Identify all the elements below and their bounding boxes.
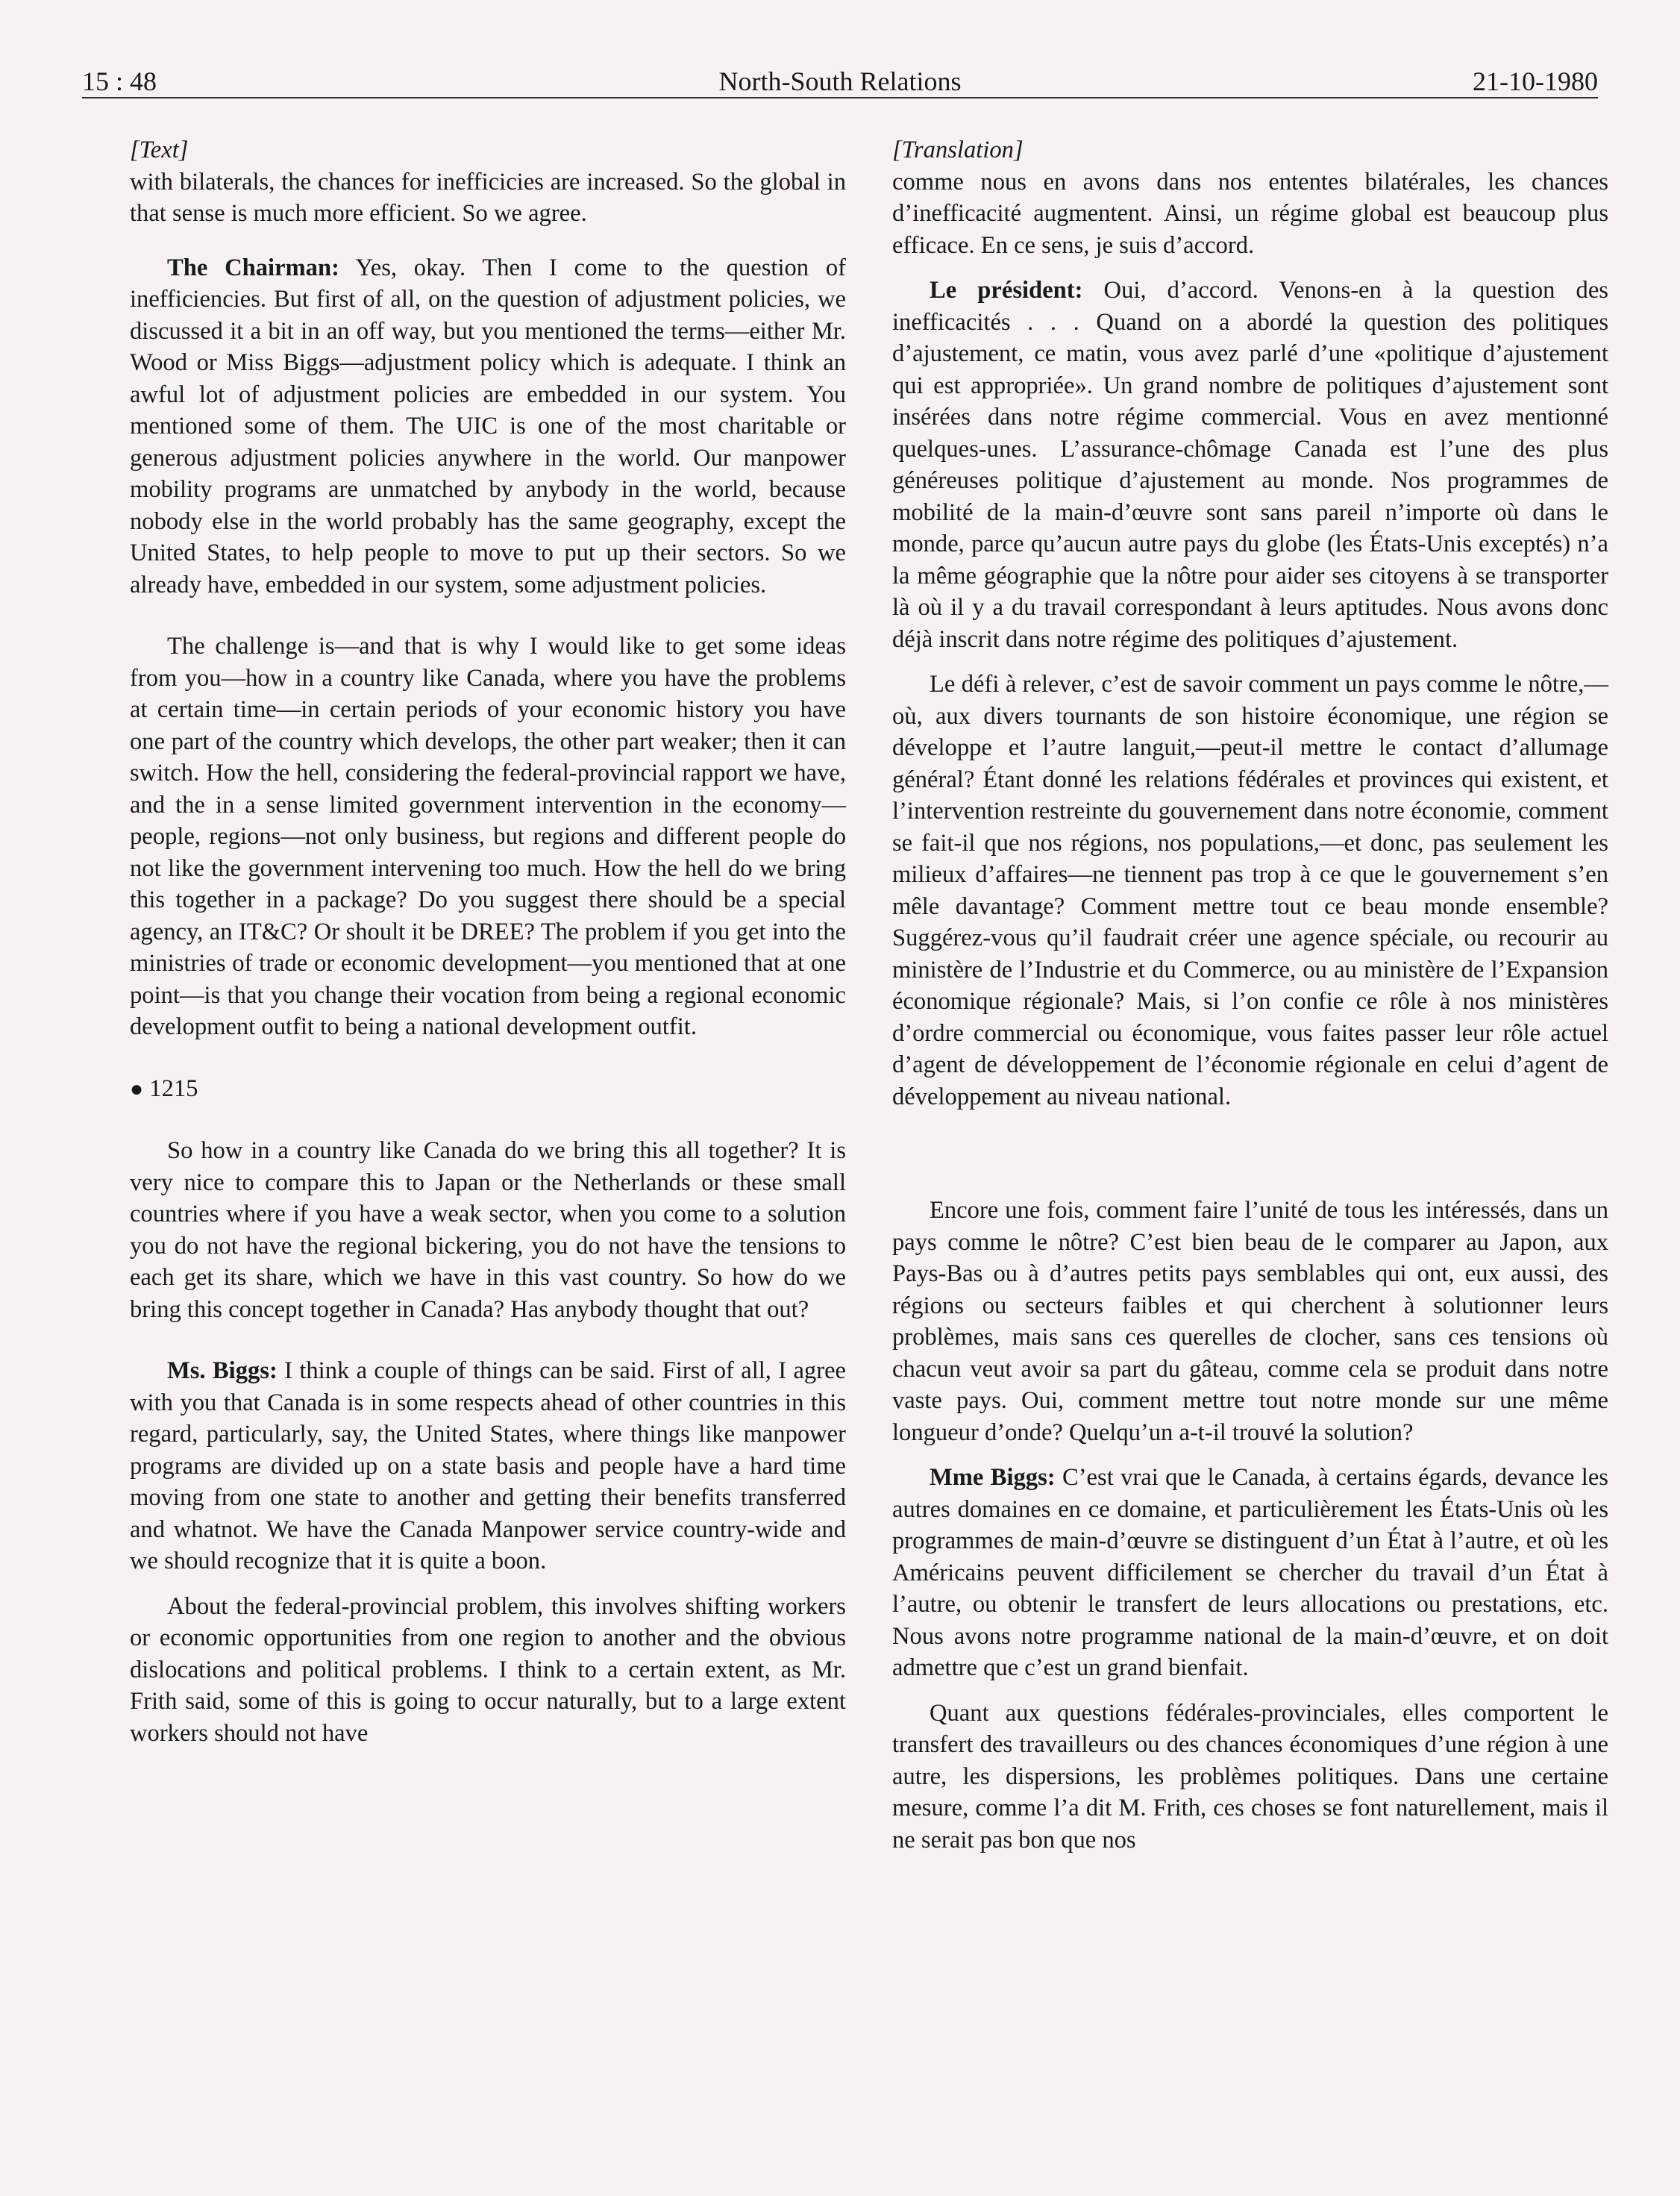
speaker-name: Mme Biggs: [930, 1464, 1056, 1491]
speech-text: I think a couple of things can be said. First of all, I agree with you that Canada is in some respects ahead of other countries in this regard, particularly, say, the United States, where things like manpower programs are divided up on a state basis and people have a hard time moving from one state to another and getting their benefits transferred and whatnot. We have the Canada Manpower service country-wide and we should recognize that it is quite a boon. [130, 1357, 846, 1574]
running-title: North-South Relations [718, 66, 962, 96]
bullet-icon: ● [130, 1076, 144, 1101]
paragraph: So how in a country like Canada do we bring this all together? It is very nice to compare this to Japan or the Netherlands or these small countries where if you have a weak sector, when you come to a solution you do not have the regional bickering, you do not have the tensions to each get its share, which we have in this vast country. So how do we bring this concept together in Canada? Has anybody thought that out? [130, 1137, 846, 1323]
speaker-paragraph [892, 275, 1608, 655]
speech-text: Oui, d’accord. Venons-en à la question des inefficacités . . . Quand on a abordé la question des politiques d’ajustement, ce matin, vous avez parlé d’une «politique d’ajustement qui est appropriée». Un grand nombre de politiques d’ajustement sont insérées dans notre régime commercial. Vous en avez mentionné quelques-unes. L’assurance-chômage Canada est l’une des plus généreuses politique d’ajustement au monde. Nos programmes de mobilité de la main-d’œuvre sont sans pareil n’importe où dans le monde, parce qu’aucun autre pays du globe (les États-Unis exceptés) n’a la même géographie que la nôtre pour aider ses citoyens à se transporter là où il y a du travail correspondant à leurs aptitudes. Nous avons donc déjà inscrit dans notre régime des politiques d’ajustement. [892, 277, 1608, 653]
speech-text: C’est vrai que le Canada, à certains égards, devance les autres domaines en ce domaine, et particulièrement les États-Unis où les programmes de main-d’œuvre se distinguent d’un État à l’autre, et où les Américains peuvent difficilement se chercher du travail d’un État à l’autre, ou obtenir le transfert de leurs allocations ou prestations, etc. Nous avons notre programme national de la main-d’œuvre, et on doit admettre que c’est un grand bienfait. [892, 1464, 1608, 1681]
speaker-name: Ms. Biggs: [167, 1357, 278, 1384]
english-column [130, 134, 846, 1749]
text-label: [Text] [130, 137, 189, 163]
speaker-name: Le président: [930, 277, 1083, 304]
french-column [892, 134, 1608, 1856]
page-date: 21-10-1980 [1473, 66, 1598, 96]
paragraph: About the federal-provincial problem, this involves shifting workers or economic opportunities from one region to another and the obvious dislocations and political problems. I think to a certain extent, as Mr. Frith said, some of this is going to occur naturally, but to a large extent workers should not have [130, 1592, 846, 1747]
paragraph: Le défi à relever, c’est de savoir comment un pays comme le nôtre,—où, aux divers tournants de son histoire économique, une région se développe et l’autre languit,—peut-il mettre le contact d’allumage général? Étant donné les relations fédérales et provinces qui existent, et l’intervention restreinte du gouvernement dans notre économie, comment se fait-il que nos régions, nos populations,—et donc, pas seulement les milieux d’affaires—ne tiennent pas trop à ce que le gouvernement s’en mêle davantage? Comment mettre tout ce beau monde ensemble? Suggérez-vous qu’il faudrait créer une agence spéciale, ou recourir au ministère de l’Industrie et du Commerce, ou au ministère de l’Expansion économique régionale? Mais, si l’on confie ce rôle à nos ministères d’ordre commercial ou économique, vous faites passer leur rôle actuel d’agent de développement de l’économie régionale en celui d’agent de développement au niveau national. [892, 671, 1608, 1110]
paragraph: Quant aux questions fédérales-provinciales, elles comportent le transfert des travailleurs ou des chances économiques d’une région à une autre, les dispersions, les problèmes politiques. Dans une certaine mesure, comme l’a dit M. Frith, ces choses se font naturellement, mais il ne serait pas bon que nos [892, 1699, 1608, 1854]
speaker-paragraph [130, 1355, 846, 1577]
speaker-paragraph [130, 252, 846, 601]
header-rule [82, 97, 1598, 98]
translation-label: [Translation] [892, 137, 1024, 163]
speaker-name: The Chairman: [167, 254, 339, 281]
speaker-paragraph [892, 1462, 1608, 1684]
paragraph: comme nous en avons dans nos ententes bilatérales, les chances d’inefficacité augmentent. Ainsi, un régime global est beaucoup plus efficace. En ce sens, je suis d’accord. [892, 168, 1608, 259]
time-marker [130, 1073, 846, 1106]
page-number: 15 : 48 [82, 66, 157, 96]
paragraph: The challenge is—and that is why I would like to get some ideas from you—how in a country like Canada, where you have the problems at certain time—in certain periods of your economic history you have one part of the country which develops, the other part weaker; then it can switch. How the hell, considering the federal-provincial rapport we have, and the in a sense limited government intervention in the economy—people, regions—not only business, but regions and different people do not like the government intervening too much. How the hell do we bring this together in a package? Do you suggest there should be a special agency, an IT&C? Or shoult it be DREE? The problem if you get into the ministries of trade or economic development—you mentioned that at one point—is that you change their vocation from being a regional economic development outfit to being a national development outfit. [130, 633, 846, 1040]
time-marker-value: 1215 [149, 1074, 198, 1102]
paragraph: Encore une fois, comment faire l’unité de tous les intéressés, dans un pays comme le nôtre? C’est bien beau de le comparer au Japon, aux Pays-Bas ou à d’autres petits pays semblables qui ont, eux aussi, des régions ou secteurs faibles et qui cherchent à solutionner leurs problèmes, mais sans ces querelles de clocher, sans ces tensions où chacun veut avoir sa part du gâteau, comme cela se produit dans notre vaste pays. Oui, comment mettre tout notre monde sur une même longueur d’onde? Quelqu’un a-t-il trouvé la solution? [892, 1197, 1608, 1446]
paragraph: with bilaterals, the chances for inefficicies are increased. So the global in that sense is much more efficient. So we agree. [130, 168, 846, 227]
speech-text: Yes, okay. Then I come to the question of inefficiencies. But first of all, on the question of adjustment policies, we discussed it a bit in an off way, but you mentioned the terms—either Mr. Wood or Miss Biggs—adjustment policy which is adequate. I think an awful lot of adjustment policies are embedded in our system. You mentioned some of them. The UIC is one of the most charitable or generous adjustment policies anywhere in the world. Our manpower mobility programs are unmatched by anybody in the world, because nobody else in the world probably has the same geography, except the United States, to help people to move to put up their sectors. So we already have, embedded in our system, some adjustment policies. [130, 254, 846, 598]
